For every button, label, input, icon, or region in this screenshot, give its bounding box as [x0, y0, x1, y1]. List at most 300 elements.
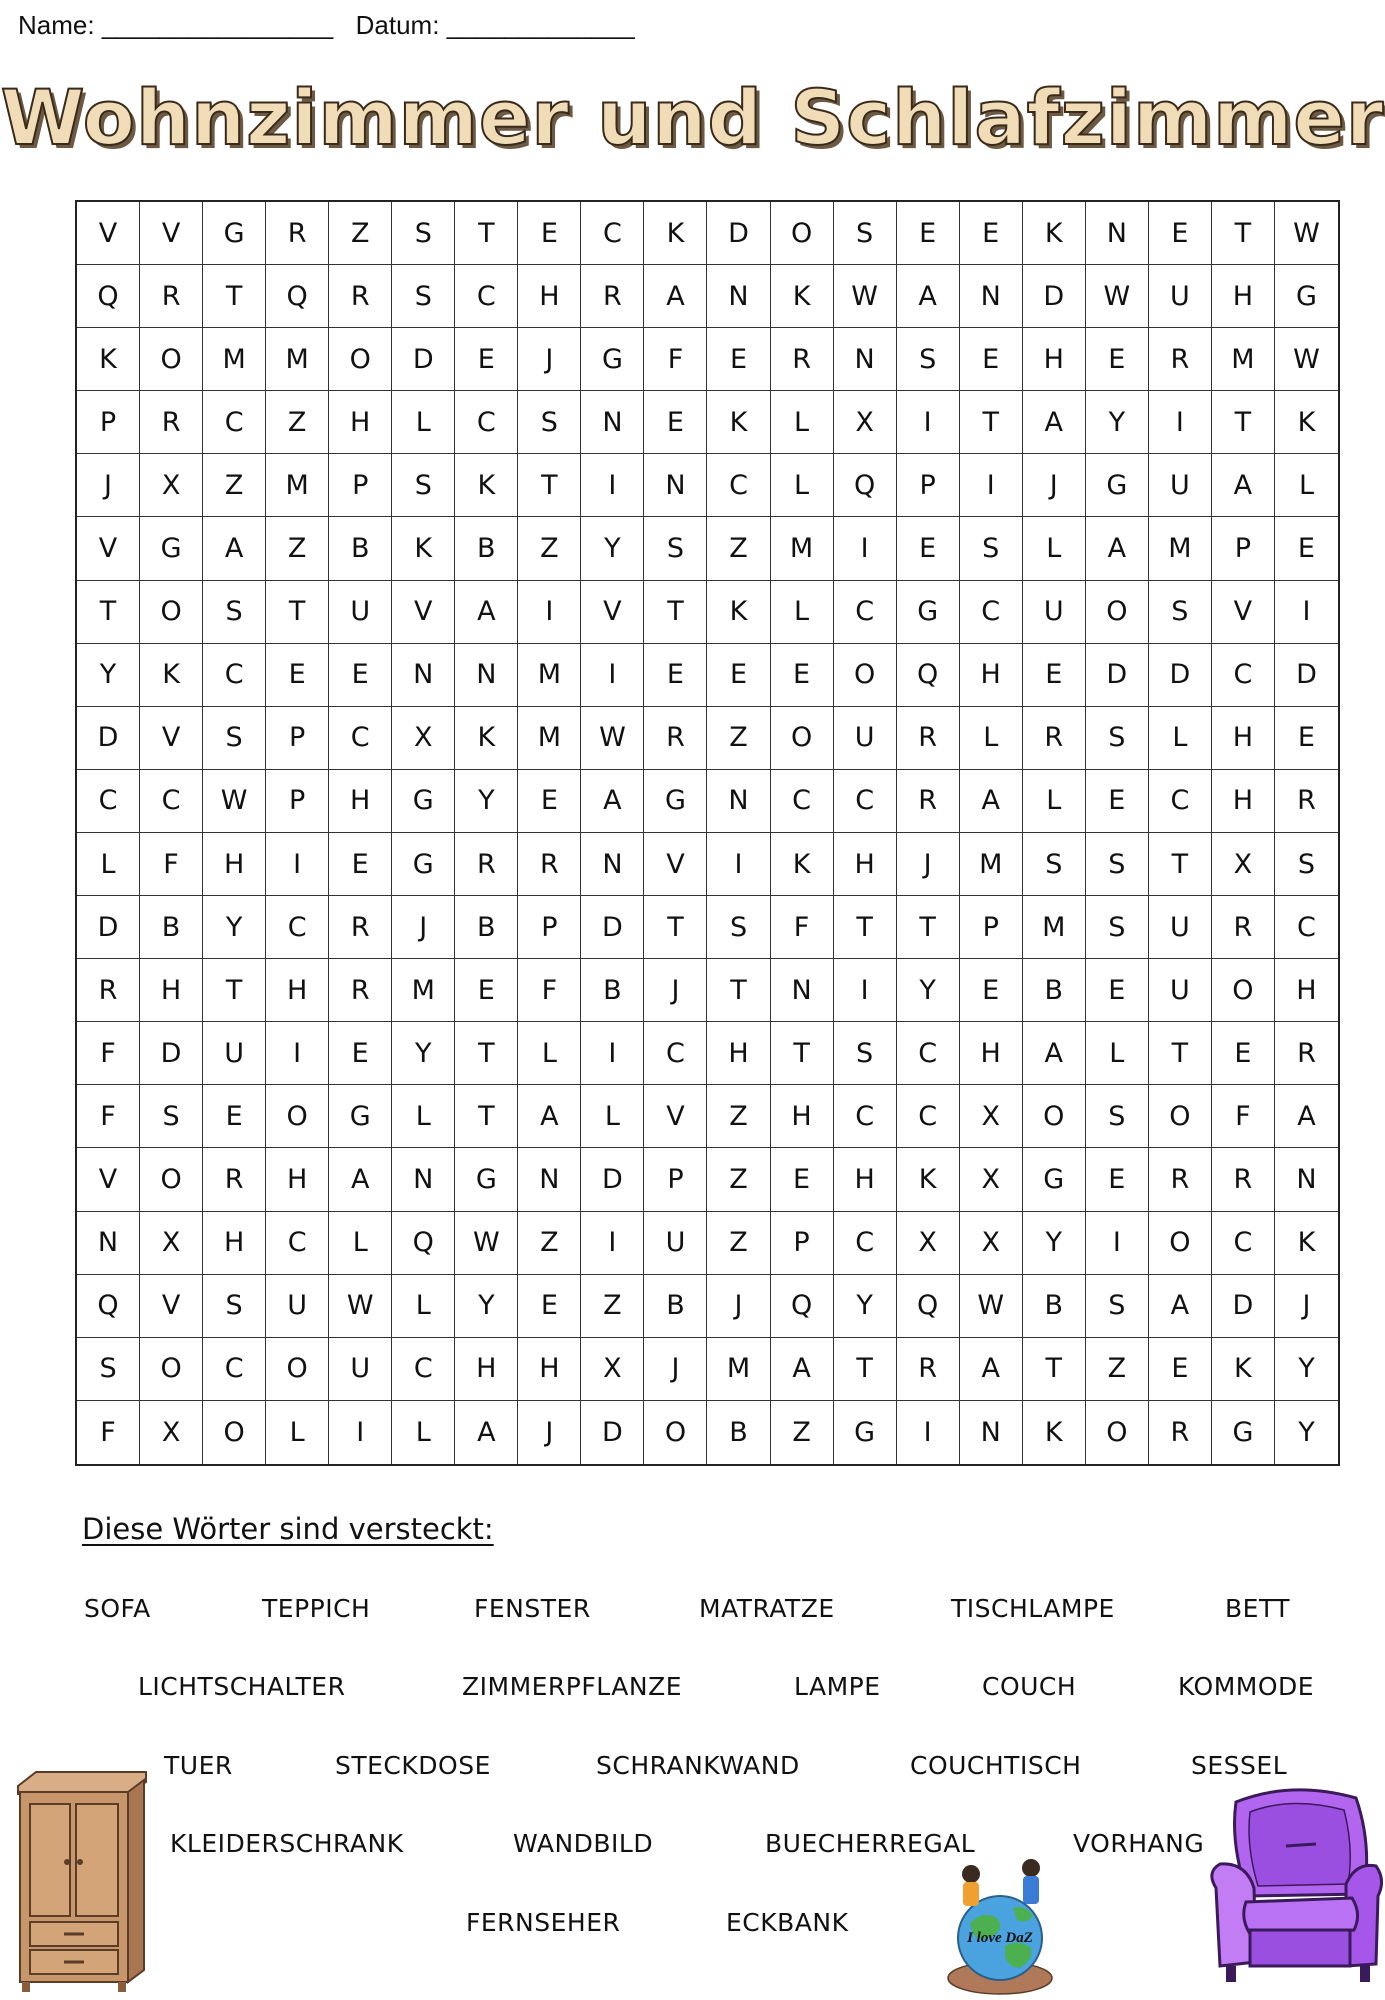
grid-cell[interactable]: K — [455, 454, 518, 517]
grid-cell[interactable]: V — [581, 581, 644, 644]
grid-cell[interactable]: D — [1275, 644, 1338, 707]
grid-cell[interactable]: Q — [77, 265, 140, 328]
grid-cell[interactable]: E — [329, 1022, 392, 1085]
grid-cell[interactable]: D — [392, 328, 455, 391]
grid-cell[interactable]: O — [1023, 1085, 1086, 1148]
grid-cell[interactable]: A — [581, 770, 644, 833]
grid-cell[interactable]: W — [1275, 202, 1338, 265]
grid-cell[interactable]: E — [707, 644, 770, 707]
grid-cell[interactable]: S — [1023, 833, 1086, 896]
grid-cell[interactable]: L — [518, 1022, 581, 1085]
grid-cell[interactable]: Z — [266, 517, 329, 580]
grid-cell[interactable]: Y — [455, 770, 518, 833]
grid-cell[interactable]: K — [1023, 1401, 1086, 1464]
grid-cell[interactable]: S — [203, 581, 266, 644]
grid-cell[interactable]: G — [1023, 1148, 1086, 1211]
grid-cell[interactable]: N — [960, 1401, 1023, 1464]
grid-cell[interactable]: A — [1023, 1022, 1086, 1085]
grid-cell[interactable]: U — [1149, 959, 1212, 1022]
grid-cell[interactable]: X — [960, 1148, 1023, 1211]
grid-cell[interactable]: I — [266, 833, 329, 896]
grid-cell[interactable]: Z — [707, 1212, 770, 1275]
grid-cell[interactable]: N — [1086, 202, 1149, 265]
grid-cell[interactable]: H — [771, 1085, 834, 1148]
grid-cell[interactable]: X — [897, 1212, 960, 1275]
grid-cell[interactable]: V — [77, 517, 140, 580]
grid-cell[interactable]: O — [329, 328, 392, 391]
grid-cell[interactable]: S — [960, 517, 1023, 580]
grid-cell[interactable]: L — [1149, 707, 1212, 770]
grid-cell[interactable]: T — [834, 1338, 897, 1401]
grid-cell[interactable]: I — [581, 1022, 644, 1085]
grid-cell[interactable]: Z — [707, 707, 770, 770]
grid-cell[interactable]: C — [455, 391, 518, 454]
grid-cell[interactable]: Z — [1086, 1338, 1149, 1401]
grid-cell[interactable]: I — [266, 1022, 329, 1085]
grid-cell[interactable]: E — [1275, 707, 1338, 770]
grid-cell[interactable]: O — [266, 1338, 329, 1401]
grid-cell[interactable]: H — [518, 1338, 581, 1401]
grid-cell[interactable]: T — [1212, 202, 1275, 265]
grid-cell[interactable]: P — [77, 391, 140, 454]
grid-cell[interactable]: M — [771, 517, 834, 580]
grid-cell[interactable]: G — [897, 581, 960, 644]
grid-cell[interactable]: G — [455, 1148, 518, 1211]
grid-cell[interactable]: U — [329, 581, 392, 644]
grid-cell[interactable]: J — [1275, 1275, 1338, 1338]
grid-cell[interactable]: X — [960, 1212, 1023, 1275]
grid-cell[interactable]: W — [1275, 328, 1338, 391]
grid-cell[interactable]: A — [644, 265, 707, 328]
grid-cell[interactable]: W — [581, 707, 644, 770]
grid-cell[interactable]: T — [644, 581, 707, 644]
grid-cell[interactable]: G — [140, 517, 203, 580]
grid-cell[interactable]: B — [455, 896, 518, 959]
grid-cell[interactable]: H — [203, 1212, 266, 1275]
grid-cell[interactable]: D — [581, 1401, 644, 1464]
grid-cell[interactable]: K — [897, 1148, 960, 1211]
grid-cell[interactable]: I — [707, 833, 770, 896]
grid-cell[interactable]: R — [140, 391, 203, 454]
grid-cell[interactable]: A — [1086, 517, 1149, 580]
grid-cell[interactable]: M — [266, 454, 329, 517]
grid-cell[interactable]: T — [1149, 833, 1212, 896]
grid-cell[interactable]: D — [1086, 644, 1149, 707]
grid-cell[interactable]: P — [771, 1212, 834, 1275]
grid-cell[interactable]: M — [518, 707, 581, 770]
grid-cell[interactable]: M — [1149, 517, 1212, 580]
grid-cell[interactable]: R — [329, 896, 392, 959]
grid-cell[interactable]: N — [834, 328, 897, 391]
grid-cell[interactable]: Y — [897, 959, 960, 1022]
grid-cell[interactable]: Q — [771, 1275, 834, 1338]
grid-cell[interactable]: X — [581, 1338, 644, 1401]
grid-cell[interactable]: E — [897, 202, 960, 265]
grid-cell[interactable]: R — [77, 959, 140, 1022]
grid-cell[interactable]: P — [897, 454, 960, 517]
grid-cell[interactable]: E — [1086, 1148, 1149, 1211]
grid-cell[interactable]: M — [392, 959, 455, 1022]
grid-cell[interactable]: C — [834, 1085, 897, 1148]
grid-cell[interactable]: C — [834, 1212, 897, 1275]
grid-cell[interactable]: R — [644, 707, 707, 770]
grid-cell[interactable]: A — [1275, 1085, 1338, 1148]
grid-cell[interactable]: E — [771, 644, 834, 707]
grid-cell[interactable]: S — [392, 454, 455, 517]
grid-cell[interactable]: F — [771, 896, 834, 959]
grid-cell[interactable]: N — [455, 644, 518, 707]
grid-cell[interactable]: G — [329, 1085, 392, 1148]
grid-cell[interactable]: F — [644, 328, 707, 391]
grid-cell[interactable]: J — [77, 454, 140, 517]
grid-cell[interactable]: E — [203, 1085, 266, 1148]
grid-cell[interactable]: T — [266, 581, 329, 644]
grid-cell[interactable]: W — [329, 1275, 392, 1338]
grid-cell[interactable]: U — [1023, 581, 1086, 644]
grid-cell[interactable]: C — [455, 265, 518, 328]
grid-cell[interactable]: G — [1212, 1401, 1275, 1464]
grid-cell[interactable]: K — [1023, 202, 1086, 265]
grid-cell[interactable]: O — [1149, 1085, 1212, 1148]
grid-cell[interactable]: N — [1275, 1148, 1338, 1211]
grid-cell[interactable]: N — [771, 959, 834, 1022]
grid-cell[interactable]: C — [77, 770, 140, 833]
grid-cell[interactable]: C — [834, 770, 897, 833]
grid-cell[interactable]: S — [203, 1275, 266, 1338]
grid-cell[interactable]: E — [771, 1148, 834, 1211]
grid-cell[interactable]: I — [1275, 581, 1338, 644]
grid-cell[interactable]: S — [834, 1022, 897, 1085]
grid-cell[interactable]: Q — [834, 454, 897, 517]
grid-cell[interactable]: A — [329, 1148, 392, 1211]
grid-cell[interactable]: R — [1275, 770, 1338, 833]
name-blank[interactable]: ________________ — [101, 10, 334, 40]
grid-cell[interactable]: N — [960, 265, 1023, 328]
grid-cell[interactable]: E — [644, 391, 707, 454]
grid-cell[interactable]: K — [707, 391, 770, 454]
grid-cell[interactable]: D — [1023, 265, 1086, 328]
grid-cell[interactable]: S — [392, 265, 455, 328]
grid-cell[interactable]: Y — [392, 1022, 455, 1085]
grid-cell[interactable]: G — [203, 202, 266, 265]
grid-cell[interactable]: C — [266, 896, 329, 959]
grid-cell[interactable]: W — [455, 1212, 518, 1275]
grid-cell[interactable]: A — [455, 1401, 518, 1464]
grid-cell[interactable]: S — [1086, 1275, 1149, 1338]
grid-cell[interactable]: U — [203, 1022, 266, 1085]
grid-cell[interactable]: Y — [455, 1275, 518, 1338]
grid-cell[interactable]: J — [644, 959, 707, 1022]
grid-cell[interactable]: Z — [203, 454, 266, 517]
grid-cell[interactable]: P — [960, 896, 1023, 959]
grid-cell[interactable]: Q — [266, 265, 329, 328]
grid-cell[interactable]: Y — [203, 896, 266, 959]
grid-cell[interactable]: E — [1023, 644, 1086, 707]
grid-cell[interactable]: P — [1212, 517, 1275, 580]
grid-cell[interactable]: T — [897, 896, 960, 959]
grid-cell[interactable]: C — [834, 581, 897, 644]
grid-cell[interactable]: A — [1149, 1275, 1212, 1338]
grid-cell[interactable]: D — [77, 896, 140, 959]
grid-cell[interactable]: T — [1149, 1022, 1212, 1085]
grid-cell[interactable]: V — [140, 202, 203, 265]
grid-cell[interactable]: E — [1149, 202, 1212, 265]
grid-cell[interactable]: N — [518, 1148, 581, 1211]
grid-cell[interactable]: E — [1275, 517, 1338, 580]
grid-cell[interactable]: T — [518, 454, 581, 517]
grid-cell[interactable]: H — [329, 391, 392, 454]
grid-cell[interactable]: H — [834, 1148, 897, 1211]
grid-cell[interactable]: S — [1086, 707, 1149, 770]
grid-cell[interactable]: R — [1212, 1148, 1275, 1211]
grid-cell[interactable]: R — [771, 328, 834, 391]
grid-cell[interactable]: G — [392, 833, 455, 896]
grid-cell[interactable]: V — [140, 1275, 203, 1338]
grid-cell[interactable]: M — [203, 328, 266, 391]
grid-cell[interactable]: E — [455, 328, 518, 391]
grid-cell[interactable]: T — [1212, 391, 1275, 454]
grid-cell[interactable]: S — [1149, 581, 1212, 644]
grid-cell[interactable]: M — [1023, 896, 1086, 959]
grid-cell[interactable]: R — [455, 833, 518, 896]
grid-cell[interactable]: N — [581, 833, 644, 896]
grid-cell[interactable]: R — [140, 265, 203, 328]
grid-cell[interactable]: H — [518, 265, 581, 328]
grid-cell[interactable]: U — [1149, 896, 1212, 959]
grid-cell[interactable]: E — [1149, 1338, 1212, 1401]
grid-cell[interactable]: E — [329, 833, 392, 896]
grid-cell[interactable]: E — [518, 770, 581, 833]
grid-cell[interactable]: G — [1275, 265, 1338, 328]
grid-cell[interactable]: S — [77, 1338, 140, 1401]
grid-cell[interactable]: T — [455, 1085, 518, 1148]
grid-cell[interactable]: T — [707, 959, 770, 1022]
grid-cell[interactable]: S — [1086, 1085, 1149, 1148]
grid-cell[interactable]: B — [329, 517, 392, 580]
grid-cell[interactable]: L — [771, 581, 834, 644]
grid-cell[interactable]: T — [77, 581, 140, 644]
grid-cell[interactable]: O — [1086, 1401, 1149, 1464]
grid-cell[interactable]: I — [960, 454, 1023, 517]
grid-cell[interactable]: Z — [771, 1401, 834, 1464]
grid-cell[interactable]: M — [518, 644, 581, 707]
grid-cell[interactable]: E — [644, 644, 707, 707]
grid-cell[interactable]: S — [203, 707, 266, 770]
grid-cell[interactable]: L — [581, 1085, 644, 1148]
grid-cell[interactable]: C — [329, 707, 392, 770]
grid-cell[interactable]: C — [897, 1085, 960, 1148]
grid-cell[interactable]: B — [581, 959, 644, 1022]
grid-cell[interactable]: D — [1149, 644, 1212, 707]
grid-cell[interactable]: V — [392, 581, 455, 644]
grid-cell[interactable]: K — [707, 581, 770, 644]
grid-cell[interactable]: J — [707, 1275, 770, 1338]
grid-cell[interactable]: H — [960, 1022, 1023, 1085]
grid-cell[interactable]: P — [329, 454, 392, 517]
grid-cell[interactable]: R — [1212, 896, 1275, 959]
grid-cell[interactable]: L — [329, 1212, 392, 1275]
grid-cell[interactable]: V — [644, 833, 707, 896]
grid-cell[interactable]: S — [1275, 833, 1338, 896]
grid-cell[interactable]: X — [140, 1212, 203, 1275]
grid-cell[interactable]: E — [960, 959, 1023, 1022]
grid-cell[interactable]: L — [960, 707, 1023, 770]
grid-cell[interactable]: U — [1149, 265, 1212, 328]
grid-cell[interactable]: S — [897, 328, 960, 391]
grid-cell[interactable]: V — [77, 1148, 140, 1211]
grid-cell[interactable]: E — [960, 202, 1023, 265]
grid-cell[interactable]: E — [1086, 770, 1149, 833]
grid-cell[interactable]: K — [771, 265, 834, 328]
grid-cell[interactable]: N — [392, 644, 455, 707]
grid-cell[interactable]: O — [1086, 581, 1149, 644]
grid-cell[interactable]: Y — [77, 644, 140, 707]
grid-cell[interactable]: F — [77, 1022, 140, 1085]
grid-cell[interactable]: C — [707, 454, 770, 517]
grid-cell[interactable]: C — [644, 1022, 707, 1085]
grid-cell[interactable]: H — [329, 770, 392, 833]
grid-cell[interactable]: R — [329, 959, 392, 1022]
grid-cell[interactable]: L — [771, 454, 834, 517]
grid-cell[interactable]: T — [455, 1022, 518, 1085]
grid-cell[interactable]: Z — [518, 517, 581, 580]
grid-cell[interactable]: C — [1212, 1212, 1275, 1275]
grid-cell[interactable]: J — [392, 896, 455, 959]
grid-cell[interactable]: N — [392, 1148, 455, 1211]
grid-cell[interactable]: S — [707, 896, 770, 959]
grid-cell[interactable]: L — [392, 1085, 455, 1148]
grid-cell[interactable]: N — [707, 265, 770, 328]
grid-cell[interactable]: K — [1212, 1338, 1275, 1401]
grid-cell[interactable]: Q — [897, 1275, 960, 1338]
grid-cell[interactable]: L — [392, 391, 455, 454]
grid-cell[interactable]: X — [834, 391, 897, 454]
grid-cell[interactable]: R — [203, 1148, 266, 1211]
grid-cell[interactable]: G — [1086, 454, 1149, 517]
grid-cell[interactable]: Z — [707, 1085, 770, 1148]
grid-cell[interactable]: T — [834, 896, 897, 959]
grid-cell[interactable]: C — [771, 770, 834, 833]
grid-cell[interactable]: C — [897, 1022, 960, 1085]
grid-cell[interactable]: W — [960, 1275, 1023, 1338]
grid-cell[interactable]: R — [329, 265, 392, 328]
grid-cell[interactable]: C — [1149, 770, 1212, 833]
grid-cell[interactable]: I — [897, 391, 960, 454]
grid-cell[interactable]: J — [1023, 454, 1086, 517]
grid-cell[interactable]: Z — [266, 391, 329, 454]
grid-cell[interactable]: O — [140, 581, 203, 644]
grid-cell[interactable]: I — [897, 1401, 960, 1464]
grid-cell[interactable]: R — [518, 833, 581, 896]
grid-cell[interactable]: E — [1086, 959, 1149, 1022]
grid-cell[interactable]: D — [77, 707, 140, 770]
grid-cell[interactable]: C — [392, 1338, 455, 1401]
grid-cell[interactable]: B — [707, 1401, 770, 1464]
grid-cell[interactable]: R — [266, 202, 329, 265]
grid-cell[interactable]: H — [1212, 707, 1275, 770]
grid-cell[interactable]: Z — [581, 1275, 644, 1338]
grid-cell[interactable]: S — [1086, 833, 1149, 896]
grid-cell[interactable]: X — [140, 454, 203, 517]
grid-cell[interactable]: A — [771, 1338, 834, 1401]
grid-cell[interactable]: S — [834, 202, 897, 265]
grid-cell[interactable]: C — [203, 1338, 266, 1401]
grid-cell[interactable]: E — [1212, 1022, 1275, 1085]
grid-cell[interactable]: O — [203, 1401, 266, 1464]
grid-cell[interactable]: G — [581, 328, 644, 391]
grid-cell[interactable]: D — [581, 896, 644, 959]
grid-cell[interactable]: T — [960, 391, 1023, 454]
grid-cell[interactable]: I — [581, 644, 644, 707]
grid-cell[interactable]: A — [518, 1085, 581, 1148]
grid-cell[interactable]: A — [1212, 454, 1275, 517]
grid-cell[interactable]: Y — [834, 1275, 897, 1338]
grid-cell[interactable]: U — [834, 707, 897, 770]
grid-cell[interactable]: C — [960, 581, 1023, 644]
grid-cell[interactable]: I — [834, 959, 897, 1022]
grid-cell[interactable]: I — [518, 581, 581, 644]
grid-cell[interactable]: K — [77, 328, 140, 391]
grid-cell[interactable]: I — [834, 517, 897, 580]
grid-cell[interactable]: B — [140, 896, 203, 959]
grid-cell[interactable]: H — [1023, 328, 1086, 391]
grid-cell[interactable]: F — [77, 1401, 140, 1464]
grid-cell[interactable]: S — [140, 1085, 203, 1148]
grid-cell[interactable]: O — [1212, 959, 1275, 1022]
grid-cell[interactable]: R — [1149, 328, 1212, 391]
grid-cell[interactable]: C — [1275, 896, 1338, 959]
grid-cell[interactable]: Z — [518, 1212, 581, 1275]
grid-cell[interactable]: J — [518, 1401, 581, 1464]
grid-cell[interactable]: A — [455, 581, 518, 644]
grid-cell[interactable]: Q — [897, 644, 960, 707]
grid-cell[interactable]: H — [203, 833, 266, 896]
grid-cell[interactable]: E — [960, 328, 1023, 391]
grid-cell[interactable]: C — [140, 770, 203, 833]
grid-cell[interactable]: V — [644, 1085, 707, 1148]
grid-cell[interactable]: R — [1023, 707, 1086, 770]
grid-cell[interactable]: O — [771, 202, 834, 265]
grid-cell[interactable]: K — [644, 202, 707, 265]
grid-cell[interactable]: R — [897, 770, 960, 833]
grid-cell[interactable]: E — [518, 202, 581, 265]
grid-cell[interactable]: R — [581, 265, 644, 328]
grid-cell[interactable]: F — [77, 1085, 140, 1148]
grid-cell[interactable]: I — [581, 454, 644, 517]
grid-cell[interactable]: J — [897, 833, 960, 896]
grid-cell[interactable]: R — [1149, 1148, 1212, 1211]
grid-cell[interactable]: L — [771, 391, 834, 454]
grid-cell[interactable]: Z — [329, 202, 392, 265]
grid-cell[interactable]: F — [518, 959, 581, 1022]
grid-cell[interactable]: S — [392, 202, 455, 265]
grid-cell[interactable]: O — [140, 328, 203, 391]
grid-cell[interactable]: E — [707, 328, 770, 391]
grid-cell[interactable]: E — [266, 644, 329, 707]
grid-cell[interactable]: I — [329, 1401, 392, 1464]
grid-cell[interactable]: K — [1275, 391, 1338, 454]
grid-cell[interactable]: J — [644, 1338, 707, 1401]
grid-cell[interactable]: O — [771, 707, 834, 770]
grid-cell[interactable]: S — [644, 517, 707, 580]
grid-cell[interactable]: V — [77, 202, 140, 265]
grid-cell[interactable]: T — [644, 896, 707, 959]
grid-cell[interactable]: G — [834, 1401, 897, 1464]
grid-cell[interactable]: A — [203, 517, 266, 580]
grid-cell[interactable]: N — [707, 770, 770, 833]
grid-cell[interactable]: I — [1086, 1212, 1149, 1275]
grid-cell[interactable]: H — [1275, 959, 1338, 1022]
